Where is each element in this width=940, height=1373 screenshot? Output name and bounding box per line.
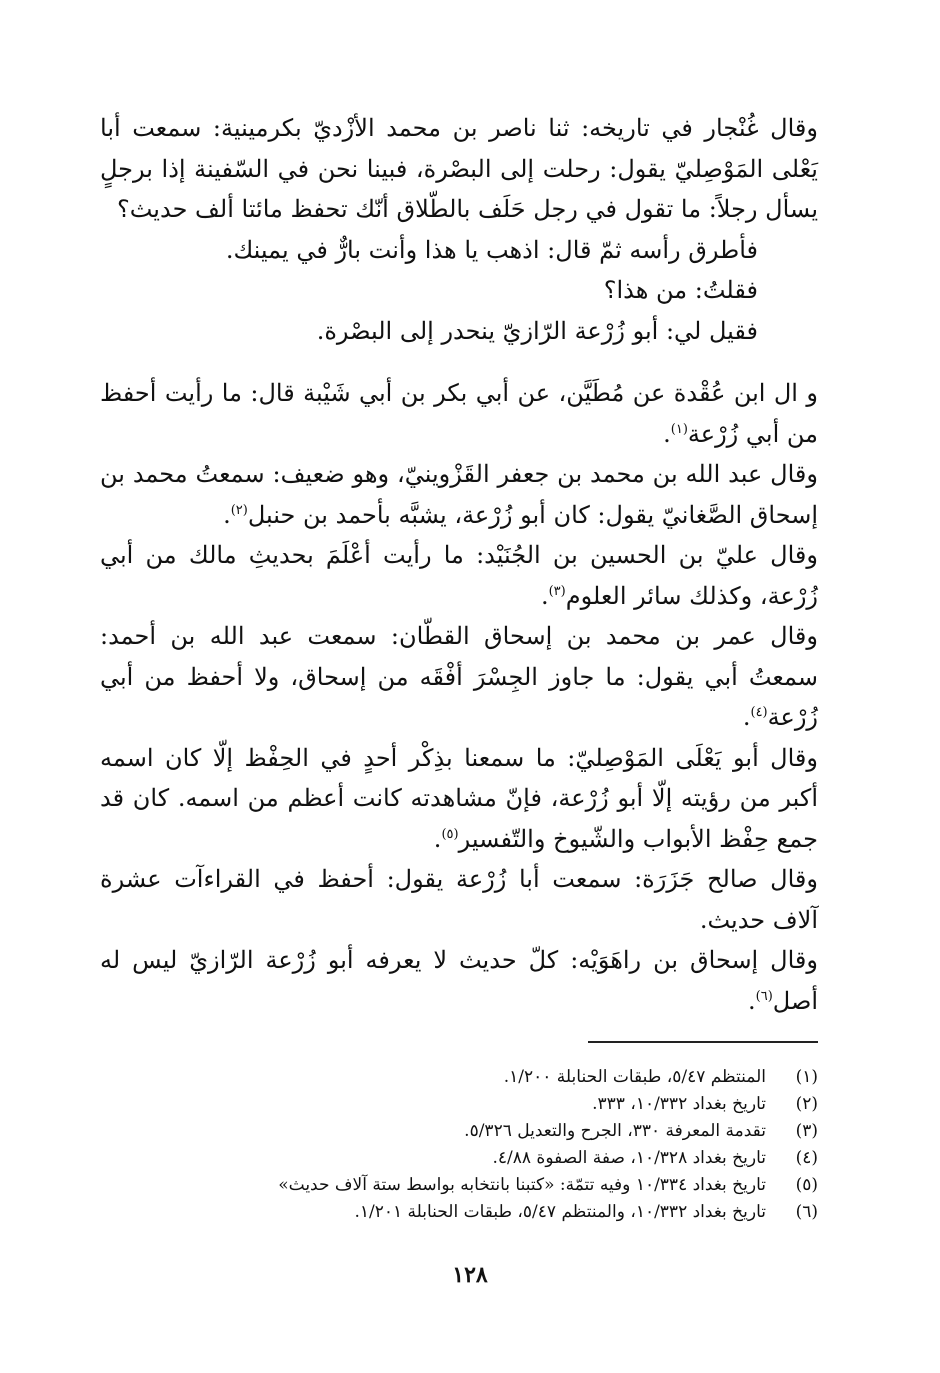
paragraph: و ال ابن عُقْدة عن مُطَيَّن، عن أبي بكر بن أبي شَيْبة قال: ما رأيت أحفظ من أبي زُرْعة$^{(١)}$. [100,379,818,448]
paragraph-text: وقال عمر بن محمد بن إسحاق القطّان: سمعت عبد الله بن أحمد: سمعتُ أبي يقول: ما جاوز الجِسْرَ أفْقَه من إسحاق، ولا أحفظ من أبي زُرْعة [100,622,818,731]
footnote-number: (١) [795,1067,818,1087]
footnote-divider [588,1041,818,1043]
paragraph-text: و ال ابن عُقْدة عن مُطَيَّن، عن أبي بكر بن أبي شَيْبة قال: ما رأيت أحفظ من أبي زُرْعة [100,379,818,448]
footnote-marker: (٤) [750,705,768,720]
paragraph: وقال عليّ بن الحسين بن الجُنَيْد: ما رأيت أعْلَمَ بحديثِ مالك من أبي زُرْعة، وكذلك سائر العلوم$^{(٣)}$. [100,541,818,610]
footnote-number: (٣) [795,1121,818,1141]
footnote [160,1172,818,1199]
footnote-text: تاريخ بغداد ١٠/٣٢٨، صفة الصفوة ٤/٨٨. [492,1148,766,1168]
footnote-marker: (٣) [548,583,566,599]
footnote-text: تاريخ بغداد ١٠/٣٣٤ وفيه تتمّة: «كتبنا بانتخابه بواسط ستة آلاف حديث» [278,1175,766,1195]
footnote [160,1145,818,1172]
paragraph-text: وقال أبو يَعْلَى المَوْصِليّ: ما سمعنا بذِكْر أحدٍ في الحِفْظ إلّا كان اسمه أكبر من رؤيته إلّا أبو زُرْعة، فإنّ مشاهدته كانت أعظم من اسمه. كان قد جمع حِفْظ الأبواب والشّيوخ والتّفسير [100,743,818,853]
paragraph: وقال إسحاق بن راهَوَيْه: كلّ حديث لا يعرفه أبو زُرْعة الرّازيّ ليس له أصل$^{(٦)}$. [100,946,818,1015]
footnote-text: تاريخ بغداد ١٠/٣٣٢، والمنتظم ٥/٤٧، طبقات الحنابلة ١/٢٠١. [354,1202,766,1222]
paragraph [100,859,818,940]
footnote-marker: (٥) [441,826,459,842]
paragraph: وقال عمر بن محمد بن إسحاق القطّان: سمعت عبد الله بن أحمد: سمعتُ أبي يقول: ما جاوز الجِسْرَ أفْقَه من إسحاق، ولا أحفظ من أبي زُرْعة$^{(٤)}$. [100,622,818,731]
footnote-number: (٤) [795,1148,818,1168]
footnote [160,1064,818,1091]
footnotes [160,1064,818,1226]
paragraph-text: فقلتُ: من هذا؟ [603,276,758,304]
paragraph: وقال أبو يَعْلَى المَوْصِليّ: ما سمعنا بذِكْر أحدٍ في الحِفْظ إلّا كان اسمه أكبر من رؤيته إلّا أبو زُرْعة، فإنّ مشاهدته كانت أعظم من اسمه. كان قد جمع حِفْظ الأبواب والشّيوخ والتّفسير$^{(٥)}$. [100,743,818,853]
paragraph-text: فقيل لي: أبو زُرْعة الرّازيّ ينحدر إلى البصْرة. [316,316,758,345]
paragraph-text: وقال عليّ بن الحسين بن الجُنَيْد: ما رأيت أعْلَمَ بحديثِ مالك من أبي زُرْعة، وكذلك سائر العلوم [100,541,818,610]
footnote [160,1091,818,1118]
footnote-text: تقدمة المعرفة ٣٣٠، الجرح والتعديل ٥/٣٢٦. [464,1121,766,1141]
footnote-marker: (١) [670,421,688,437]
paragraph-text: وقال صالح جَزَرَة: سمعت أبا زُرْعة يقول: أحفظ في القراءآت عشرة آلاف حديث. [100,865,818,934]
paragraph: وقال عبد الله بن محمد بن جعفر القَزْوينيّ، وهو ضعيف: سمعتُ محمد بن إسحاق الصَّغانيّ يقول: كان أبو زُرْعة، يشبَّه بأحمد بن حنبل$^{(٢)}$. [100,460,818,529]
paragraph-text: وقال غُنْجار في تاريخه: ثنا ناصر بن محمد الأزْديّ بكرمينية: سمعت أبا يَعْلى المَوْصِليّ يقول: رحلت إلى البصْرة، فبينا نحن في السّفينة إذا برجلٍ يسأل رجلاً: ما تقول في رجل حَلَف بالطّلاق أنّك تحفظ مائتا ألف حديث؟ [100,114,818,223]
paragraph [100,108,818,230]
footnote [160,1199,818,1226]
footnote-number: (٢) [795,1094,818,1114]
paragraph [100,230,818,271]
paragraph-text: فأطرق رأسه ثمّ قال: اذهب يا هذا وأنت بارٌّ في يمينك. [225,235,758,264]
paragraph-text: وقال إسحاق بن راهَوَيْه: كلّ حديث لا يعرفه أبو زُرْعة الرّازيّ ليس له أصل [100,946,818,1015]
footnote-text: المنتظم ٥/٤٧، طبقات الحنابلة ١/٢٠٠. [503,1067,766,1087]
footnote [160,1118,818,1145]
footnote-number: (٥) [795,1175,818,1195]
paragraph-text: وقال عبد الله بن محمد بن جعفر القَزْوينيّ، وهو ضعيف: سمعتُ محمد بن إسحاق الصَّغانيّ يقول: كان أبو زُرْعة، يشبَّه بأحمد بن حنبل [100,460,818,529]
page-number: ١٢٨ [452,1262,488,1288]
footnote-marker: (٦) [755,988,773,1004]
footnote-text: تاريخ بغداد ١٠/٣٣٢، ٣٣٣. [592,1094,766,1114]
footnote-marker: (٢) [230,502,248,518]
paragraph [100,311,818,352]
paragraph [100,270,818,311]
main-text [100,108,818,1021]
footnote-number: (٦) [795,1202,818,1222]
